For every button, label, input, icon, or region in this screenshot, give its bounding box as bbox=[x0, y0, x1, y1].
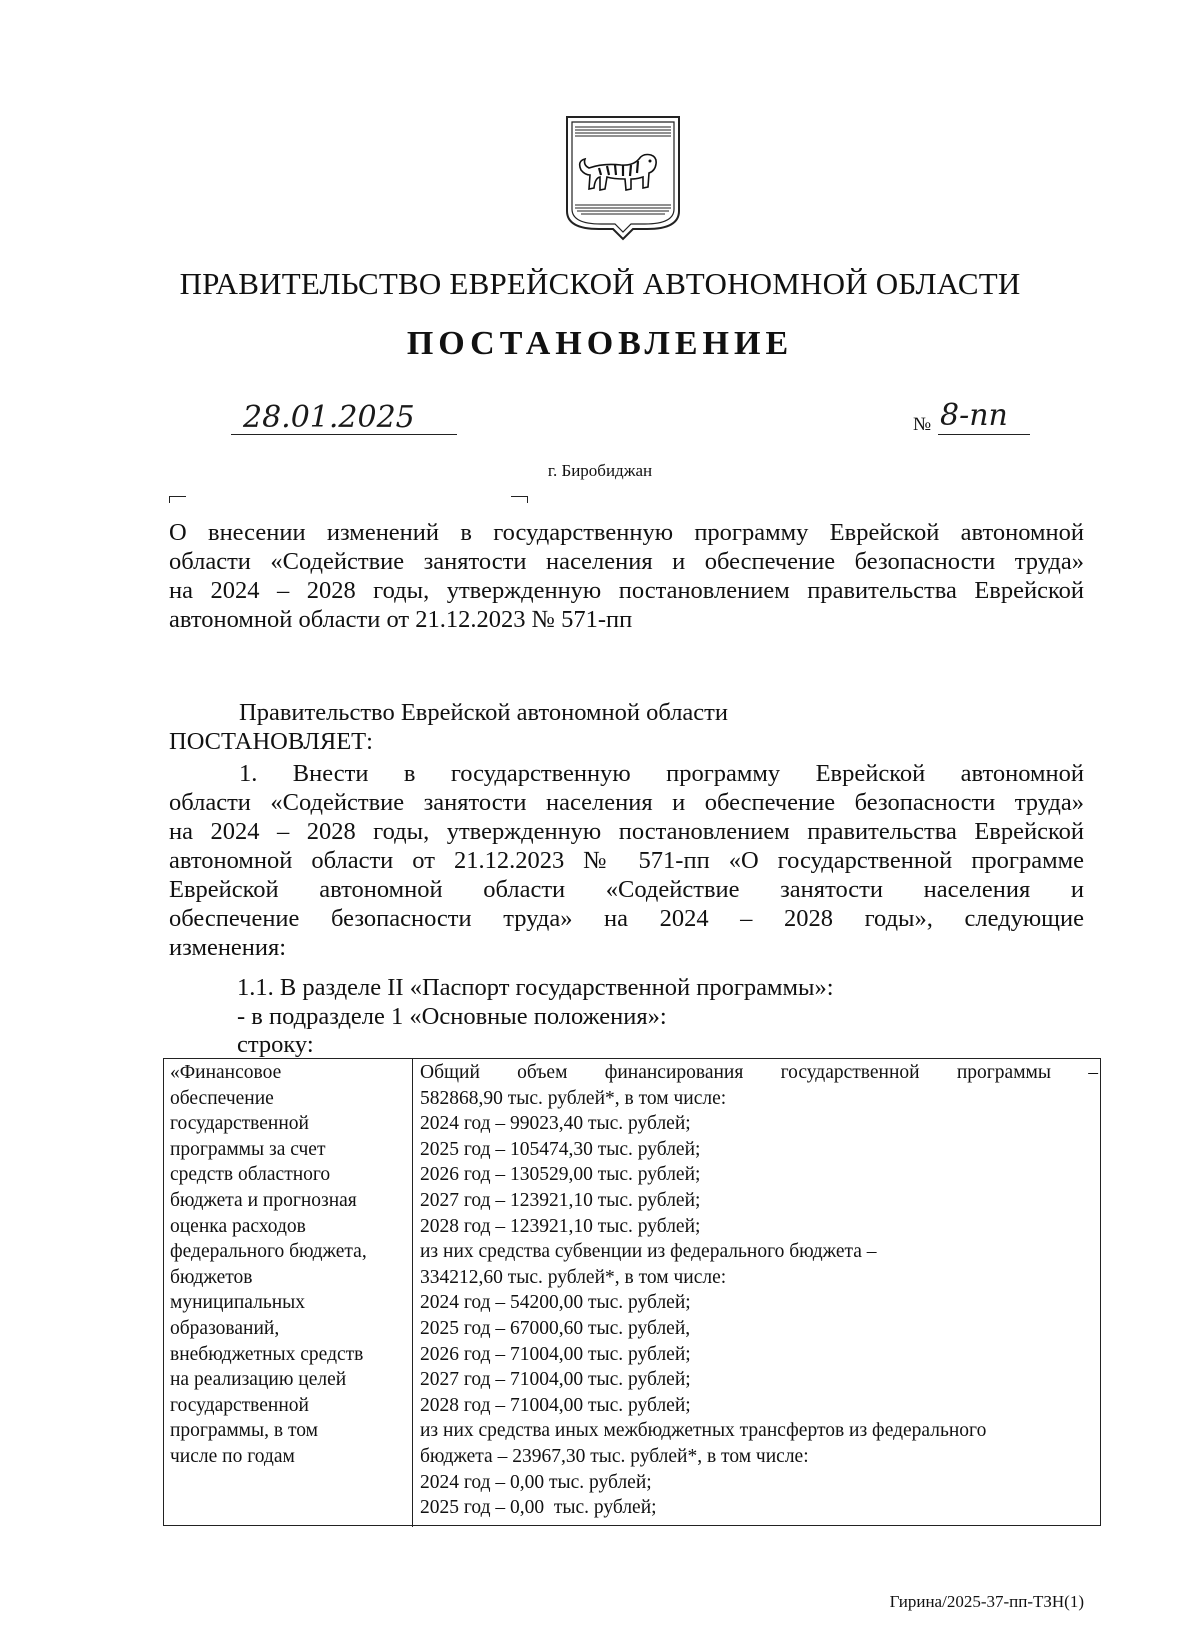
right-cell-line: из них средства субвенции из федерального бюджета – bbox=[420, 1241, 877, 1263]
left-cell-line: бюджетов bbox=[170, 1266, 253, 1288]
item-1-line: на 2024 – 2028 годы, утвержденную постановлением правительства Еврейской bbox=[169, 818, 1084, 845]
right-cell-line: 2028 год – 123921,10 тыс. рублей; bbox=[420, 1215, 701, 1237]
title-line: О внесении изменений в государственную программу Еврейской автономной bbox=[169, 519, 1084, 546]
item-1-line: обеспечение безопасности труда» на 2024 – 2028 годы», следующие bbox=[169, 905, 1084, 932]
right-cell-line: 2028 год – 71004,00 тыс. рублей; bbox=[420, 1394, 691, 1416]
organization-title: ПРАВИТЕЛЬСТВО ЕВРЕЙСКОЙ АВТОНОМНОЙ ОБЛАСТИ bbox=[179, 266, 1021, 301]
table-left-cell bbox=[170, 1060, 408, 1470]
item-1-line: Еврейской автономной области «Содействие занятости населения и bbox=[169, 876, 1084, 903]
right-cell-line: 2027 год – 71004,00 тыс. рублей; bbox=[420, 1369, 691, 1391]
left-cell-line: программы за счет bbox=[170, 1138, 326, 1160]
item-1 bbox=[169, 759, 1084, 962]
left-cell-line: обеспечение bbox=[170, 1087, 274, 1109]
right-cell-line: 2024 год – 99023,40 тыс. рублей; bbox=[420, 1113, 691, 1135]
item-1-line: 1. Внести в государственную программу Еврейской автономной bbox=[239, 760, 1084, 787]
government-subject: Правительство Еврейской автономной области bbox=[239, 699, 728, 726]
title-line: области «Содействие занятости населения и обеспечение безопасности труда» bbox=[169, 548, 1084, 575]
document-type: ПОСТАНОВЛЕНИЕ bbox=[406, 325, 794, 362]
date-underline bbox=[231, 434, 457, 435]
right-cell-line: 2024 год – 0,00 тыс. рублей; bbox=[420, 1471, 652, 1493]
right-cell-line: 2025 год – 105474,30 тыс. рублей; bbox=[420, 1138, 701, 1160]
subsection-note: - в подразделе 1 «Основные положения»: bbox=[237, 1003, 667, 1030]
right-cell-line: 334212,60 тыс. рублей*, в том числе: bbox=[420, 1266, 727, 1288]
right-cell-line: из них средства иных межбюджетных трансфертов из федерального bbox=[420, 1420, 987, 1442]
coat-of-arms-emblem bbox=[563, 113, 683, 248]
left-cell-line: государственной bbox=[170, 1113, 309, 1135]
left-cell-line: государственной bbox=[170, 1394, 309, 1416]
item-1-line: области «Содействие занятости населения и обеспечение безопасности труда» bbox=[169, 789, 1084, 816]
number-underline bbox=[938, 434, 1030, 435]
right-cell-line: 2026 год – 71004,00 тыс. рублей; bbox=[420, 1343, 691, 1365]
document-title bbox=[169, 518, 1084, 634]
right-cell-line: 2026 год – 130529,00 тыс. рублей; bbox=[420, 1164, 701, 1186]
right-cell-line: 2024 год – 54200,00 тыс. рублей; bbox=[420, 1292, 691, 1314]
table-column-divider bbox=[412, 1058, 413, 1527]
right-cell-line: 582868,90 тыс. рублей*, в том числе: bbox=[420, 1087, 727, 1109]
left-cell-line: средств областного bbox=[170, 1164, 331, 1186]
table-right-cell bbox=[420, 1060, 1098, 1521]
title-line: на 2024 – 2028 годы, утвержденную постановлением правительства Еврейской bbox=[169, 577, 1084, 604]
left-cell-line: на реализацию целей bbox=[170, 1369, 347, 1391]
title-corner-right bbox=[511, 496, 528, 503]
handwritten-date: 28.01.2025 bbox=[243, 400, 415, 435]
handwritten-number: 8-пп bbox=[940, 398, 1008, 433]
resolves-label: ПОСТАНОВЛЯЕТ: bbox=[169, 728, 373, 755]
right-cell-line: 2025 год – 0,00 тыс. рублей; bbox=[420, 1497, 657, 1519]
left-cell-line: внебюджетных средств bbox=[170, 1343, 364, 1365]
right-cell-line: 2025 год – 67000,60 тыс. рублей, bbox=[420, 1317, 691, 1339]
right-cell-line: бюджета – 23967,30 тыс. рублей*, в том числе: bbox=[420, 1445, 809, 1467]
right-cell-line: Общий объем финансирования государственной программы – bbox=[420, 1062, 1098, 1083]
left-cell-line: оценка расходов bbox=[170, 1215, 306, 1237]
title-corner-left bbox=[169, 496, 186, 503]
item-1-line: автономной области от 21.12.2023 № 571-пп «О государственной программе bbox=[169, 847, 1084, 874]
city: г. Биробиджан bbox=[547, 461, 653, 480]
title-line: автономной области от 21.12.2023 № 571-пп bbox=[169, 606, 633, 633]
left-cell-line: бюджета и прогнозная bbox=[170, 1189, 357, 1211]
left-cell-line: муниципальных bbox=[170, 1292, 306, 1314]
item-1-line: изменения: bbox=[169, 934, 287, 961]
left-cell-line: числе по годам bbox=[170, 1445, 295, 1467]
left-cell-line: образований, bbox=[170, 1317, 280, 1339]
left-cell-line: «Финансовое bbox=[170, 1062, 282, 1083]
right-cell-line: 2027 год – 123921,10 тыс. рублей; bbox=[420, 1189, 701, 1211]
footer-code: Гирина/2025-37-пп-ТЗН(1) bbox=[889, 1592, 1084, 1611]
left-cell-line: федерального бюджета, bbox=[170, 1241, 367, 1263]
item-1-1: 1.1. В разделе II «Паспорт государственной программы»: bbox=[237, 974, 834, 1001]
number-sign: № bbox=[913, 414, 932, 435]
left-cell-line: программы, в том bbox=[170, 1420, 318, 1442]
row-label: строку: bbox=[237, 1031, 314, 1058]
